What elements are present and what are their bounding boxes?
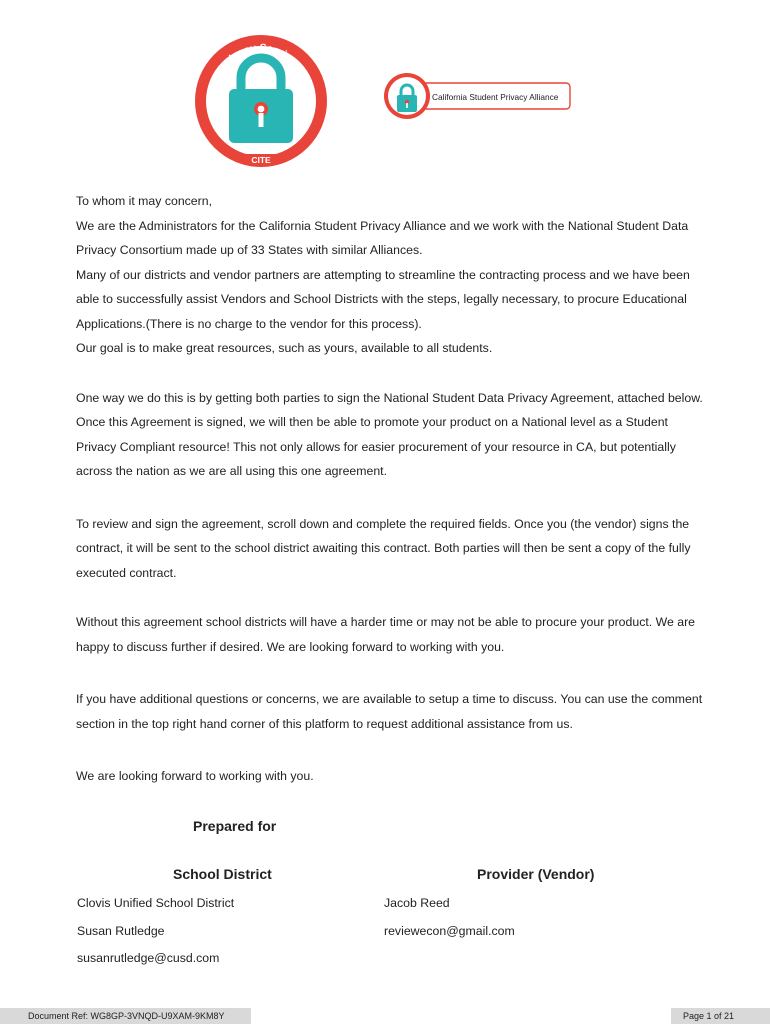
- prepared-for-heading: Prepared for: [193, 818, 277, 834]
- provider-contact-email: reviewecon@gmail.com: [384, 924, 515, 938]
- badge-org-text: CITE: [251, 155, 271, 165]
- letter-paragraph: We are the Administrators for the California Student Privacy Alliance and we work with the National Student Data Privacy Consortium made up of 33 States with similar Alliances.: [76, 218, 689, 257]
- alliance-logo-text: California Student Privacy Alliance: [432, 92, 559, 102]
- badge-arc-text: Privacy Services: [218, 41, 304, 72]
- page-number: Page 1 of 21: [671, 1008, 770, 1024]
- letter-body: [76, 189, 706, 789]
- district-name: Clovis Unified School District: [77, 896, 235, 910]
- school-district-heading: School District: [173, 866, 272, 882]
- letter-paragraph: Without this agreement school districts will have a harder time or may not be able to procure your product. We are happy to discuss further if desired. We are looking forward to working with you.: [76, 615, 696, 654]
- provider-heading: Provider (Vendor): [477, 866, 595, 882]
- california-student-privacy-alliance-logo: [382, 71, 572, 121]
- document-reference: Document Ref: WG8GP-3VNQD-U9XAM-9KM8Y: [0, 1008, 251, 1024]
- letter-closing: We are looking forward to working with you.: [76, 769, 314, 783]
- letter-paragraph: To review and sign the agreement, scroll down and complete the required fields. Once you (the vendor) signs the contract, it will be sent to the school district awaiting this contract. Both parties will then be sent a copy of the fully executed contract.: [76, 516, 691, 580]
- provider-contact-name: Jacob Reed: [384, 896, 450, 910]
- letter-paragraph: Our goal is to make great resources, such as yours, available to all students.: [76, 341, 493, 355]
- letter-paragraph: If you have additional questions or concerns, we are available to setup a time to discuss. You can use the comment section in the top right hand corner of this platform to request additional assistance from us.: [76, 692, 703, 731]
- privacy-services-badge-logo: [193, 33, 329, 169]
- letter-paragraph: One way we do this is by getting both parties to sign the National Student Data Privacy Agreement, attached below. Once this Agreement is signed, we will then be able to promote your product on a National level as a Student Privacy Compliant resource! This not only allows for easier procurement of your resource in CA, but potentially across the nation as we are all using this one agreement.: [76, 390, 703, 478]
- district-contact-name: Susan Rutledge: [77, 924, 165, 938]
- letter-paragraph: Many of our districts and vendor partners are attempting to streamline the contracting process and we have been able to successfully assist Vendors and School Districts with the steps, legally necessary, to procure Educational Applications.(There is no charge to the vendor for this process).: [76, 267, 690, 331]
- letter-salutation: To whom it may concern,: [76, 194, 212, 208]
- district-contact-email: susanrutledge@cusd.com: [77, 951, 220, 965]
